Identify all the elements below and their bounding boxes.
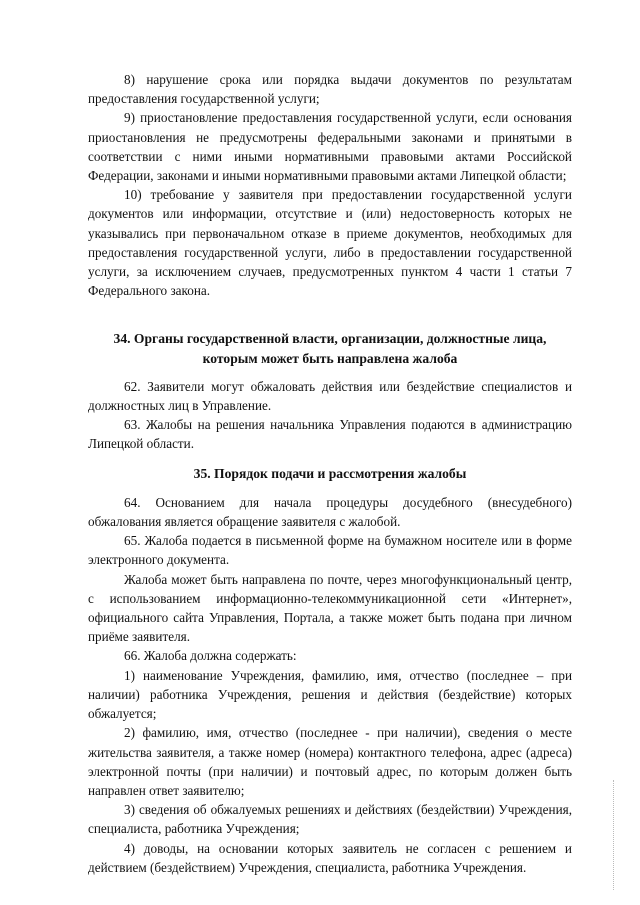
paragraph-66: 66. Жалоба должна содержать: [124,648,297,664]
section-35-heading: 35. Порядок подачи и рассмотрения жалобы [193,465,467,481]
paragraph-63: 63. Жалобы на решения начальника Управления подаются в администрацию Липецкой области. [88,417,572,452]
list-item-66-1: 1) наименование Учреждения, фамилию, имя, отчество (последнее – при наличии) работника Учреждения, решения и действия (бездействие) которых обжалуется; [88,667,572,722]
document-body [88,70,572,877]
paragraph-submission-channels: Жалоба может быть направлена по почте, через многофункциональный центр, с использованием информационно-телекоммуникационной сети «Интернет», официального сайта Управления, Портала, а также может быть подана при личном приёме заявителя. [88,571,572,645]
paragraph-item-8: 8) нарушение срока или порядка выдачи документов по результатам предоставления государственной услуги; [88,72,572,107]
section-34-heading: 34. Органы государственной власти, организации, должностные лица, которым может быть направлена жалоба [113,331,547,366]
paragraph-62: 62. Заявители могут обжаловать действия или бездействие специалистов и должностных лиц в Управление. [88,378,572,414]
paragraph-65: 65. Жалоба подается в письменной форме на бумажном носителе или в форме электронного документа. [88,533,572,568]
scan-margin-mark [613,780,615,890]
list-item-66-2: 2) фамилию, имя, отчество (последнее - при наличии), сведения о месте жительства заявителя, а также номер (номера) контактного телефона, адрес (адреса) электронной почты (при наличии) и почтовый адрес, по которым должен быть направлен ответ заявителю; [88,725,572,798]
paragraph-64: 64. Основанием для начала процедуры досудебного (внесудебного) обжалования является обращение заявителя с жалобой. [88,494,572,530]
paragraph-item-9: 9) приостановление предоставления государственной услуги, если основания приостановления не предусмотрены федеральными законами и принятыми в соответствии с ними иными нормативными правовыми актами Российской Федерации, законами и иными нормативными правовыми актами Липецкой области; [88,110,572,184]
list-item-66-4: 4) доводы, на основании которых заявитель не согласен с решением и действием (бездействием) Учреждения, специалиста, работника Учреждения. [88,840,572,875]
paragraph-item-10: 10) требование у заявителя при предоставлении государственной услуги документов или информации, отсутствие и (или) недостоверность которых не указывались при первоначальном отказе в приеме документов, необходимых для предоставления государственной услуги, либо в предоставлении государственной услуги, за исключением случаев, предусмотренных пунктом 4 части 1 статьи 7 Федерального закона. [88,187,572,299]
list-item-66-3: 3) сведения об обжалуемых решениях и действиях (бездействии) Учреждения, специалиста, работника Учреждения; [88,802,572,837]
